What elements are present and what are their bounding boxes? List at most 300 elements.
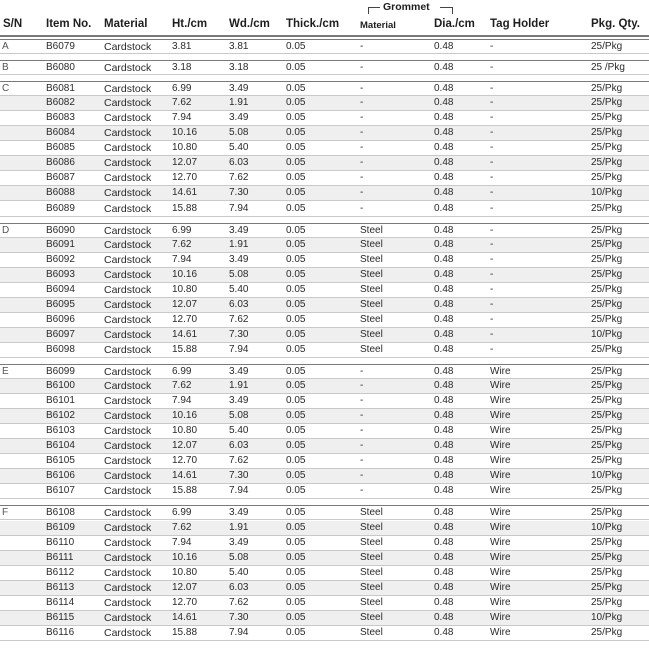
cell-item-no: B6107 [46, 485, 75, 497]
cell-pkg-qty: 25/Pkg [591, 157, 623, 169]
cell-grommet-material: - [360, 187, 364, 199]
cell-thickness: 0.05 [286, 507, 306, 519]
table-row [0, 454, 649, 469]
cell-pkg-qty: 25/Pkg [591, 343, 623, 355]
cell-diameter: 0.48 [434, 97, 454, 109]
cell-material: Cardstock [104, 83, 152, 96]
cell-width: 7.94 [229, 485, 249, 497]
table-row [0, 39, 649, 54]
grommet-bracket-left [368, 7, 369, 14]
cell-thickness: 0.05 [286, 313, 306, 325]
cell-height: 10.80 [172, 566, 198, 578]
cell-grommet-material: - [360, 395, 364, 407]
table-row [0, 156, 649, 171]
table-row [0, 409, 649, 424]
table-row [0, 364, 649, 379]
table-row [0, 484, 649, 499]
cell-material: Cardstock [104, 238, 152, 251]
cell-diameter: 0.48 [434, 470, 454, 482]
cell-item-no: B6096 [46, 313, 75, 325]
cell-sn: A [2, 41, 9, 52]
cell-material: Cardstock [104, 410, 152, 423]
cell-pkg-qty: 25/Pkg [591, 366, 623, 377]
cell-tag-holder: - [490, 253, 494, 265]
cell-thickness: 0.05 [286, 366, 306, 377]
cell-pkg-qty: 25/Pkg [591, 507, 623, 519]
cell-width: 3.81 [229, 41, 249, 52]
cell-width: 7.62 [229, 313, 249, 325]
cell-diameter: 0.48 [434, 455, 454, 467]
cell-material: Cardstock [104, 366, 152, 378]
header-diameter: Dia./cm [434, 18, 475, 30]
cell-diameter: 0.48 [434, 566, 454, 578]
grommet-group-header: Grommet [383, 1, 430, 13]
cell-material: Cardstock [104, 97, 152, 110]
cell-material: Cardstock [104, 172, 152, 185]
cell-grommet-material: - [360, 112, 364, 124]
cell-material: Cardstock [104, 380, 152, 393]
cell-material: Cardstock [104, 62, 152, 75]
cell-height: 7.94 [172, 395, 192, 407]
cell-height: 15.88 [172, 202, 198, 214]
cell-item-no: B6089 [46, 202, 75, 214]
cell-diameter: 0.48 [434, 268, 454, 280]
cell-tag-holder: Wire [490, 380, 511, 392]
cell-thickness: 0.05 [286, 268, 306, 280]
cell-thickness: 0.05 [286, 127, 306, 139]
cell-tag-holder: - [490, 343, 494, 355]
cell-material: Cardstock [104, 395, 152, 408]
cell-pkg-qty: 25/Pkg [591, 596, 623, 608]
cell-grommet-material: - [360, 425, 364, 437]
table-row [0, 283, 649, 298]
cell-material: Cardstock [104, 440, 152, 453]
cell-pkg-qty: 25/Pkg [591, 253, 623, 265]
cell-height: 12.07 [172, 440, 198, 452]
cell-tag-holder: Wire [490, 536, 511, 548]
cell-item-no: B6095 [46, 298, 75, 310]
cell-diameter: 0.48 [434, 551, 454, 563]
cell-material: Cardstock [104, 298, 152, 311]
cell-material: Cardstock [104, 253, 152, 266]
cell-height: 7.94 [172, 253, 192, 265]
cell-pkg-qty: 25/Pkg [591, 566, 623, 578]
cell-tag-holder: Wire [490, 425, 511, 437]
cell-item-no: B6111 [46, 551, 74, 563]
cell-material: Cardstock [104, 187, 152, 200]
grommet-bracket-line-left [368, 7, 380, 8]
cell-pkg-qty: 25/Pkg [591, 142, 623, 154]
table-row [0, 298, 649, 313]
cell-item-no: B6104 [46, 440, 75, 452]
grommet-bracket-right [452, 7, 453, 14]
cell-material: Cardstock [104, 455, 152, 468]
cell-thickness: 0.05 [286, 455, 306, 467]
cell-material: Cardstock [104, 566, 152, 579]
cell-material: Cardstock [104, 536, 152, 549]
cell-diameter: 0.48 [434, 187, 454, 199]
cell-width: 5.40 [229, 142, 249, 154]
cell-grommet-material: Steel [360, 238, 383, 250]
cell-item-no: B6094 [46, 283, 75, 295]
header-width: Wd./cm [229, 18, 270, 30]
cell-material: Cardstock [104, 596, 152, 609]
cell-tag-holder: - [490, 41, 494, 52]
cell-height: 7.94 [172, 536, 192, 548]
cell-grommet-material: Steel [360, 566, 383, 578]
cell-width: 3.49 [229, 507, 249, 519]
cell-grommet-material: - [360, 127, 364, 139]
cell-width: 1.91 [229, 521, 249, 533]
cell-thickness: 0.05 [286, 440, 306, 452]
cell-diameter: 0.48 [434, 425, 454, 437]
cell-tag-holder: - [490, 187, 494, 199]
cell-width: 3.49 [229, 224, 249, 236]
cell-item-no: B6079 [46, 41, 75, 52]
table-row [0, 379, 649, 394]
table-row [0, 186, 649, 201]
cell-item-no: B6108 [46, 507, 75, 519]
table-row [0, 238, 649, 253]
cell-height: 6.99 [172, 83, 192, 95]
cell-material: Cardstock [104, 283, 152, 296]
cell-tag-holder: Wire [490, 395, 511, 407]
cell-width: 1.91 [229, 97, 249, 109]
cell-grommet-material: Steel [360, 626, 383, 638]
cell-thickness: 0.05 [286, 611, 306, 623]
header-item-no: Item No. [46, 18, 92, 30]
cell-height: 12.70 [172, 313, 198, 325]
cell-width: 6.03 [229, 298, 249, 310]
cell-grommet-material: - [360, 410, 364, 422]
cell-sn: F [2, 507, 9, 519]
cell-diameter: 0.48 [434, 41, 454, 52]
cell-pkg-qty: 25/Pkg [591, 202, 623, 214]
cell-thickness: 0.05 [286, 551, 306, 563]
cell-item-no: B6093 [46, 268, 75, 280]
cell-diameter: 0.48 [434, 596, 454, 608]
cell-pkg-qty: 10/Pkg [591, 470, 623, 482]
cell-height: 10.80 [172, 283, 198, 295]
cell-width: 3.49 [229, 536, 249, 548]
cell-diameter: 0.48 [434, 485, 454, 497]
cell-sn: E [2, 366, 9, 377]
table-row [0, 328, 649, 343]
cell-grommet-material: - [360, 157, 364, 169]
cell-pkg-qty: 25/Pkg [591, 440, 623, 452]
table-row [0, 268, 649, 283]
cell-grommet-material: Steel [360, 536, 383, 548]
cell-tag-holder: - [490, 83, 494, 95]
cell-pkg-qty: 25/Pkg [591, 536, 623, 548]
cell-tag-holder: Wire [490, 440, 511, 452]
header-sn: S/N [3, 18, 23, 30]
cell-pkg-qty: 25/Pkg [591, 238, 623, 250]
cell-width: 7.30 [229, 611, 249, 623]
cell-tag-holder: - [490, 283, 494, 295]
cell-item-no: B6115 [46, 611, 75, 623]
cell-tag-holder: Wire [490, 410, 511, 422]
cell-height: 15.88 [172, 343, 198, 355]
cell-diameter: 0.48 [434, 83, 454, 95]
cell-height: 10.16 [172, 551, 198, 563]
cell-pkg-qty: 10/Pkg [591, 611, 623, 623]
cell-thickness: 0.05 [286, 410, 306, 422]
header-pkg-qty: Pkg. Qty. [591, 18, 640, 30]
cell-grommet-material: Steel [360, 283, 383, 295]
cell-pkg-qty: 10/Pkg [591, 187, 623, 199]
cell-grommet-material: - [360, 62, 364, 74]
cell-thickness: 0.05 [286, 536, 306, 548]
cell-item-no: B6099 [46, 366, 75, 377]
cell-diameter: 0.48 [434, 328, 454, 340]
cell-tag-holder: - [490, 328, 494, 340]
cell-diameter: 0.48 [434, 507, 454, 519]
cell-pkg-qty: 25/Pkg [591, 313, 623, 325]
cell-thickness: 0.05 [286, 202, 306, 214]
cell-tag-holder: - [490, 127, 494, 139]
cell-tag-holder: Wire [490, 521, 511, 533]
cell-diameter: 0.48 [434, 343, 454, 355]
cell-pkg-qty: 10/Pkg [591, 328, 623, 340]
cell-grommet-material: - [360, 142, 364, 154]
cell-pkg-qty: 25/Pkg [591, 268, 623, 280]
cell-grommet-material: - [360, 41, 364, 52]
cell-thickness: 0.05 [286, 485, 306, 497]
cell-height: 12.07 [172, 581, 198, 593]
cell-tag-holder: Wire [490, 596, 511, 608]
cell-item-no: B6109 [46, 521, 75, 533]
cell-tag-holder: Wire [490, 611, 511, 623]
cell-tag-holder: Wire [490, 366, 511, 377]
cell-pkg-qty: 25/Pkg [591, 455, 623, 467]
cell-material: Cardstock [104, 142, 152, 155]
cell-pkg-qty: 25 /Pkg [591, 62, 625, 74]
cell-tag-holder: - [490, 62, 494, 74]
cell-width: 1.91 [229, 238, 249, 250]
cell-width: 7.94 [229, 626, 249, 638]
cell-material: Cardstock [104, 224, 152, 237]
cell-item-no: B6084 [46, 127, 75, 139]
cell-height: 12.70 [172, 596, 198, 608]
cell-width: 3.49 [229, 83, 249, 95]
cell-material: Cardstock [104, 581, 152, 594]
cell-thickness: 0.05 [286, 283, 306, 295]
cell-material: Cardstock [104, 485, 152, 498]
cell-width: 6.03 [229, 157, 249, 169]
cell-pkg-qty: 25/Pkg [591, 485, 623, 497]
cell-thickness: 0.05 [286, 41, 306, 52]
cell-material: Cardstock [104, 521, 152, 534]
cell-pkg-qty: 25/Pkg [591, 224, 623, 236]
cell-material: Cardstock [104, 41, 152, 53]
cell-item-no: B6101 [46, 395, 75, 407]
cell-thickness: 0.05 [286, 83, 306, 95]
cell-item-no: B6103 [46, 425, 75, 437]
cell-height: 7.62 [172, 238, 192, 250]
cell-width: 7.94 [229, 202, 249, 214]
cell-grommet-material: Steel [360, 224, 383, 236]
cell-height: 12.70 [172, 172, 198, 184]
cell-tag-holder: Wire [490, 551, 511, 563]
cell-width: 5.08 [229, 127, 249, 139]
cell-diameter: 0.48 [434, 202, 454, 214]
cell-grommet-material: - [360, 83, 364, 95]
cell-thickness: 0.05 [286, 395, 306, 407]
cell-grommet-material: Steel [360, 596, 383, 608]
cell-tag-holder: - [490, 112, 494, 124]
cell-material: Cardstock [104, 626, 152, 639]
cell-tag-holder: - [490, 224, 494, 236]
table-row [0, 439, 649, 454]
table-row [0, 611, 649, 626]
cell-width: 5.08 [229, 410, 249, 422]
cell-diameter: 0.48 [434, 142, 454, 154]
cell-pkg-qty: 25/Pkg [591, 172, 623, 184]
cell-grommet-material: Steel [360, 298, 383, 310]
cell-item-no: B6090 [46, 224, 75, 236]
cell-width: 7.30 [229, 187, 249, 199]
cell-width: 3.49 [229, 395, 249, 407]
cell-height: 10.16 [172, 268, 198, 280]
cell-grommet-material: Steel [360, 521, 383, 533]
cell-width: 5.08 [229, 551, 249, 563]
cell-diameter: 0.48 [434, 283, 454, 295]
cell-width: 3.18 [229, 62, 249, 74]
table-row [0, 223, 649, 238]
cell-grommet-material: - [360, 440, 364, 452]
table-row [0, 626, 649, 641]
cell-tag-holder: Wire [490, 507, 511, 519]
cell-tag-holder: - [490, 97, 494, 109]
cell-width: 6.03 [229, 581, 249, 593]
cell-material: Cardstock [104, 202, 152, 215]
cell-height: 14.61 [172, 187, 198, 199]
cell-thickness: 0.05 [286, 224, 306, 236]
cell-tag-holder: - [490, 313, 494, 325]
cell-item-no: B6092 [46, 253, 75, 265]
cell-thickness: 0.05 [286, 425, 306, 437]
cell-item-no: B6112 [46, 566, 75, 578]
cell-width: 5.40 [229, 283, 249, 295]
table-row [0, 96, 649, 111]
header-grommet-material: Material [360, 20, 396, 31]
grommet-bracket-line-right [440, 7, 452, 8]
header-rule [0, 35, 649, 37]
cell-item-no: B6080 [46, 62, 75, 74]
cell-thickness: 0.05 [286, 187, 306, 199]
cell-diameter: 0.48 [434, 157, 454, 169]
table-row [0, 469, 649, 484]
cell-thickness: 0.05 [286, 521, 306, 533]
cell-pkg-qty: 25/Pkg [591, 581, 623, 593]
cell-width: 3.49 [229, 112, 249, 124]
cell-thickness: 0.05 [286, 97, 306, 109]
cell-item-no: B6087 [46, 172, 75, 184]
cell-pkg-qty: 25/Pkg [591, 410, 623, 422]
cell-diameter: 0.48 [434, 380, 454, 392]
cell-material: Cardstock [104, 157, 152, 170]
cell-item-no: B6088 [46, 187, 75, 199]
cell-width: 3.49 [229, 253, 249, 265]
cell-pkg-qty: 25/Pkg [591, 380, 623, 392]
cell-height: 3.81 [172, 41, 192, 52]
cell-diameter: 0.48 [434, 521, 454, 533]
cell-grommet-material: Steel [360, 507, 383, 519]
cell-material: Cardstock [104, 611, 152, 624]
cell-pkg-qty: 25/Pkg [591, 395, 623, 407]
cell-material: Cardstock [104, 551, 152, 564]
cell-tag-holder: - [490, 172, 494, 184]
table-row [0, 424, 649, 439]
cell-tag-holder: Wire [490, 470, 511, 482]
header-material: Material [104, 18, 148, 30]
cell-height: 14.61 [172, 470, 198, 482]
cell-diameter: 0.48 [434, 253, 454, 265]
cell-pkg-qty: 25/Pkg [591, 283, 623, 295]
cell-width: 7.62 [229, 596, 249, 608]
cell-height: 7.62 [172, 97, 192, 109]
header-height: Ht./cm [172, 18, 208, 30]
cell-material: Cardstock [104, 328, 152, 341]
cell-thickness: 0.05 [286, 157, 306, 169]
table-row [0, 253, 649, 268]
cell-diameter: 0.48 [434, 536, 454, 548]
cell-pkg-qty: 25/Pkg [591, 83, 623, 95]
cell-sn: D [2, 224, 10, 236]
cell-height: 7.62 [172, 380, 192, 392]
cell-tag-holder: Wire [490, 485, 511, 497]
cell-thickness: 0.05 [286, 581, 306, 593]
cell-width: 7.30 [229, 470, 249, 482]
cell-height: 3.18 [172, 62, 192, 74]
table-row [0, 581, 649, 596]
cell-material: Cardstock [104, 313, 152, 326]
cell-thickness: 0.05 [286, 343, 306, 355]
cell-item-no: B6114 [46, 596, 75, 608]
cell-item-no: B6086 [46, 157, 75, 169]
cell-diameter: 0.48 [434, 172, 454, 184]
cell-material: Cardstock [104, 507, 152, 520]
table-row [0, 394, 649, 409]
cell-tag-holder: - [490, 238, 494, 250]
cell-sn: B [2, 62, 9, 74]
cell-item-no: B6083 [46, 112, 75, 124]
cell-grommet-material: Steel [360, 328, 383, 340]
cell-width: 5.40 [229, 566, 249, 578]
cell-width: 6.03 [229, 440, 249, 452]
cell-diameter: 0.48 [434, 440, 454, 452]
cell-diameter: 0.48 [434, 366, 454, 377]
cell-tag-holder: Wire [490, 455, 511, 467]
cell-thickness: 0.05 [286, 298, 306, 310]
cell-item-no: B6106 [46, 470, 75, 482]
cell-item-no: B6097 [46, 328, 75, 340]
table-row [0, 111, 649, 126]
cell-tag-holder: - [490, 142, 494, 154]
cell-height: 6.99 [172, 224, 192, 236]
cell-grommet-material: Steel [360, 268, 383, 280]
cell-width: 5.08 [229, 268, 249, 280]
table-row [0, 202, 649, 217]
cell-material: Cardstock [104, 470, 152, 483]
cell-thickness: 0.05 [286, 328, 306, 340]
cell-height: 10.80 [172, 142, 198, 154]
table-row [0, 126, 649, 141]
cell-tag-holder: Wire [490, 581, 511, 593]
cell-height: 6.99 [172, 507, 192, 519]
cell-pkg-qty: 25/Pkg [591, 97, 623, 109]
